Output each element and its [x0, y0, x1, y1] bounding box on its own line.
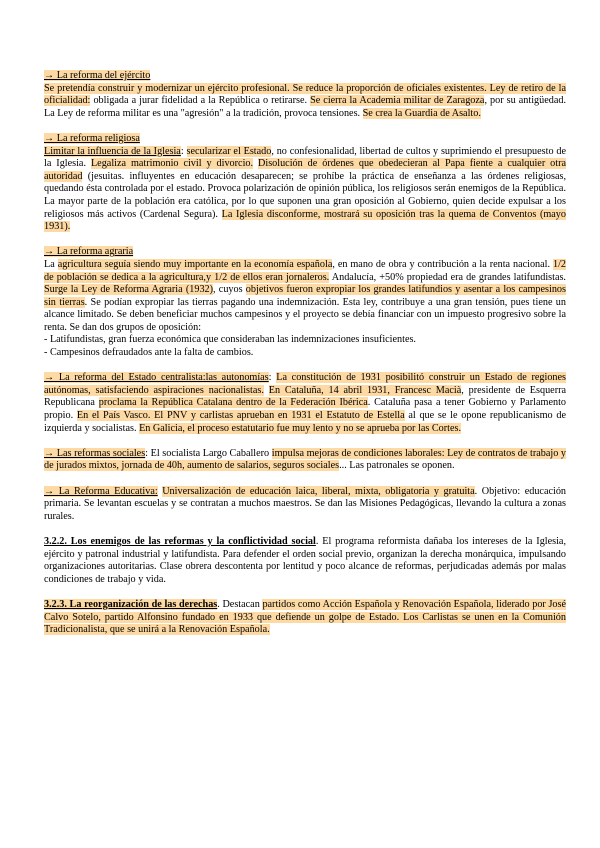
text-run: . Cataluña pasa a tener Gobierno y Parlamento propio. [44, 397, 567, 422]
document-page [44, 70, 566, 637]
subsection-title: → La reforma agraria [44, 246, 134, 258]
text-run: , en mano de obra y contribución a la renta nacional. [332, 258, 553, 270]
section-reorganizacion-derechas [44, 599, 566, 637]
text-run: objetivos fueron expropiar los grandes latifundios y asentar a los campesinos sin tierras [44, 284, 566, 308]
text-run: Andalucía, +50% propiedad era de grandes latifundistas. [329, 271, 566, 283]
text-run: Surge la Ley de Reforma Agraria (1932) [44, 284, 214, 296]
text-run: La constitución de 1931 posibilitó construir un Estado de regiones autónomas, satisfaciendo aspiraciones nacionalistas. [44, 372, 566, 396]
section-reforma-ejercito [44, 70, 566, 120]
text-run: Se cierra la Academia militar de Zaragoza [310, 95, 485, 107]
text-run: En Cataluña, 14 abril 1931, Francesc Macià [268, 384, 462, 396]
text-run: , por su antigüedad. La Ley de reforma militar es una "agresión" a la tradición, provoca tensiones. [44, 95, 566, 119]
text-run: ... Las patronales se oponen. [339, 460, 455, 472]
text-run: La Iglesia disconforme, mostrará su oposición tras la quema de Conventos (mayo 1931). [44, 208, 566, 233]
text-run: , presidente de Esquerra Republicana [44, 384, 567, 409]
section-reforma-agraria [44, 246, 566, 359]
text-run [264, 385, 269, 396]
text-run: 1/2 de población se dedica a la agricultura,y 1/2 de ellos eran jornaleros. [44, 258, 567, 283]
subsection-title: Limitar la influencia de la Iglesia [44, 145, 181, 157]
text-run: Legaliza matrimonio civil y divorcio. [90, 158, 254, 170]
text-run: al que se le opone republicanismo de izquierda y socialistas. [44, 410, 566, 434]
text-run: (jesuitas. influyentes en educación desaparecen; se prohíbe la práctica de enseñanza a las órdenes religiosas, quedando ésta controlada por el estado. Provoca polarización de opinión pública, los religiosos serán enemigos de la República. La mayor parte de la población era católica, por lo que suponen una gran oposición al Gobierno, quien decide expulsar a los religiosos más activos (Cardenal Segura). [44, 170, 566, 220]
subsection-title: → La reforma del Estado centralista:las autonomías [44, 372, 269, 384]
text-run: partidos como Acción Española y Renovación Española, liderado por José Calvo Sotelo, partido Alfonsino fundado en 1933 que defiende un golpe de Estado. Los Carlistas se unen en la Comunión Tradicionalista, que se unirá a la Renovación Española. [44, 598, 566, 636]
text-run: - Latifundistas, gran fuerza económica que consideraban las indemnizaciones insuficientes. [44, 334, 416, 346]
text-run: . Objetivo: educación primaria. Se levantan escuelas y se contratan a muchos maestros. Se dan las Misiones Pedagógicas, llevando la cultura a zonas rurales. [44, 485, 567, 522]
text-run: Se crea la Guardia de Asalto. [362, 107, 481, 119]
section-enemigos-reformas [44, 536, 566, 586]
text-run: secularizar el Estado [186, 145, 272, 157]
text-run: Universalización de educación laica, liberal, mixta, obligatoria y gratuita [162, 485, 475, 497]
subsection-title: → La reforma del ejército [44, 70, 151, 81]
text-run: , no confesionalidad, libertad de cultos y suprimiendo el presupuesto de la Iglesia. [44, 145, 566, 170]
text-run: . Destacan [217, 598, 263, 610]
text-run: - Campesinos defraudados ante la falta de cambios. [44, 347, 254, 359]
text-run: obligada a jurar fidelidad a la República o retirarse. [90, 95, 311, 107]
section-reformas-sociales [44, 448, 566, 473]
section-reforma-religiosa [44, 133, 566, 234]
text-run: , cuyos [213, 284, 246, 296]
text-run: En el País Vasco. El PNV y carlistas aprueban en 1931 el Estatuto de Estella [76, 410, 405, 422]
section-reforma-educativa [44, 486, 566, 524]
text-run: : El socialista Largo Caballero [145, 447, 272, 459]
text-run: : [180, 145, 187, 157]
text-run: impulsa mejoras de condiciones laborales: Ley de contratos de trabajo y de jurados mixtos, jornada de 40h, aumento de salarios, seguros sociales [44, 447, 566, 472]
section-heading: 3.2.3. La reorganización de las derechas [44, 598, 218, 610]
subsection-title: → Las reformas sociales [44, 447, 146, 459]
text-run: En Galicia, el proceso estatutario fue muy lento y no se aprueba por las Cortes. [139, 422, 461, 434]
text-run: La [44, 258, 58, 270]
section-heading: 3.2.2. Los enemigos de las reformas y la conflictividad social [44, 535, 316, 547]
text-run: . Se podían expropiar las tierras pagando una indemnización. Esta ley, contribuye a una gran tensión, pues tiene un alcance limitado. Se deben beneficiar muchos campesinos y el proyecto se debía financiar con un impuesto progresivo sobre la renta. Se dan dos grupos de oposición: [44, 296, 566, 333]
text-run: proclama la República Catalana dentro de la Federación Ibérica [98, 397, 368, 409]
text-run: . El programa reformista dañaba los intereses de la Iglesia, ejército y patronal industrial y latifundista. Para defender el orden social previo, organizan la derecha monárquica, impulsando organizaciones autoritarias. Clase obrera descontenta por lentitud y poco alcance de reformas, perjudicadas además por malas condiciones de trabajo y vida. [44, 535, 566, 585]
section-reforma-autonomias [44, 372, 566, 435]
text-run: Se pretendía construir y modernizar un ejército profesional. Se reduce la proporción de oficiales existentes. Ley de retiro de la oficialidad: [44, 82, 566, 107]
subsection-title: → La Reforma Educativa: [44, 485, 158, 497]
text-run: Disolución de órdenes que obedecieran al Papa fiente a cualquier otra autoridad [44, 158, 567, 182]
subsection-title: → La reforma religiosa [44, 132, 140, 144]
text-run: agricultura seguía siendo muy importante en la economía española [57, 258, 333, 270]
text-run: : [268, 372, 277, 384]
